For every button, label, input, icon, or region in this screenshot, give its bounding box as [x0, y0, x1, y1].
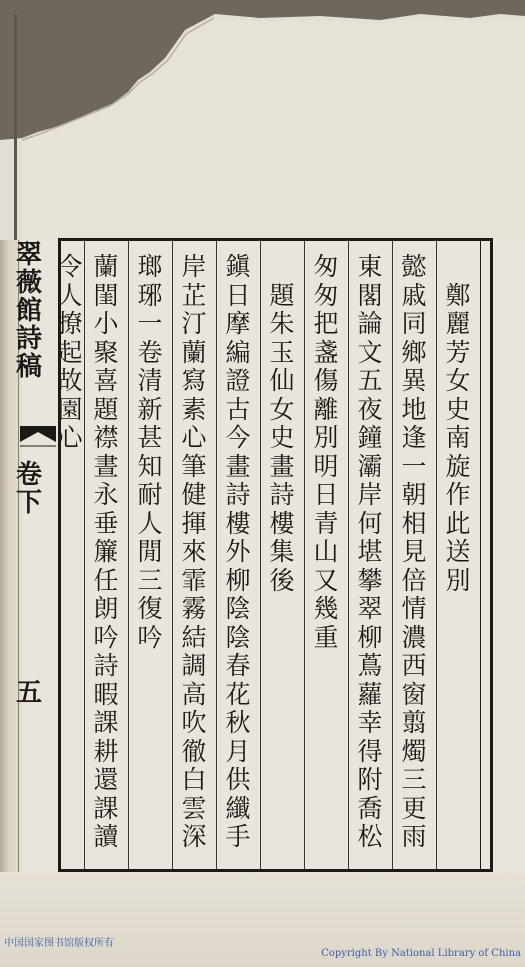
text-char: 吟 — [137, 622, 163, 652]
text-char: 芳 — [445, 337, 471, 367]
text-char: 見 — [401, 537, 427, 566]
text-char: 得 — [357, 736, 383, 766]
text-char: 外 — [225, 537, 251, 566]
text-char: 課 — [93, 708, 119, 737]
text-char: 高 — [181, 679, 207, 709]
text-char: 攀 — [357, 565, 383, 595]
text-char: 揮 — [181, 508, 207, 538]
text-char: 永 — [93, 480, 119, 509]
text-char: 起 — [57, 337, 83, 367]
text-column — [134, 254, 166, 653]
text-char: 玉 — [269, 337, 295, 367]
text-char: 逢 — [401, 423, 427, 452]
text-char: 深 — [181, 822, 207, 851]
text-char: 供 — [225, 765, 251, 794]
text-char: 懿 — [401, 252, 427, 281]
text-char: 五 — [357, 366, 383, 395]
text-char: 地 — [401, 394, 427, 424]
text-char: 盞 — [313, 337, 339, 367]
damaged-paper-top — [0, 0, 525, 240]
text-char: 一 — [401, 451, 427, 481]
text-char: 故 — [57, 366, 83, 395]
text-char: 喜 — [93, 366, 119, 395]
text-char: 知 — [137, 451, 163, 481]
text-char: 畫 — [269, 451, 295, 481]
text-char: 琊 — [137, 280, 163, 310]
text-char: 結 — [181, 622, 207, 652]
text-char: 題 — [93, 394, 119, 424]
text-char: 作 — [445, 480, 471, 509]
text-char: 女 — [445, 366, 471, 395]
text-char: 史 — [445, 394, 471, 424]
text-char: 朗 — [93, 594, 119, 623]
text-char: 別 — [313, 423, 339, 452]
text-char: 山 — [313, 537, 339, 566]
column-rule — [436, 241, 437, 869]
text-char: 陰 — [225, 622, 251, 652]
text-char: 堪 — [357, 537, 383, 566]
text-char: 樓 — [269, 508, 295, 538]
text-char: 柳 — [357, 622, 383, 652]
text-char: 手 — [225, 822, 251, 851]
text-char: 岸 — [357, 480, 383, 509]
text-char: 蘭 — [93, 252, 119, 281]
text-char: 把 — [313, 309, 339, 338]
text-char: 日 — [225, 280, 251, 310]
text-char: 瑯 — [137, 252, 163, 281]
text-char: 女 — [269, 394, 295, 424]
vertical-char: 館 — [15, 296, 42, 326]
text-char: 柳 — [225, 565, 251, 595]
text-char: 相 — [401, 508, 427, 538]
text-char: 雨 — [401, 822, 427, 851]
text-char: 甚 — [137, 423, 163, 452]
text-column — [310, 254, 342, 653]
text-char: 課 — [93, 793, 119, 823]
text-char: 復 — [137, 594, 163, 623]
vertical-char: 五 — [15, 678, 42, 708]
text-char: 雲 — [181, 793, 207, 823]
text-char: 送 — [445, 537, 471, 566]
text-char: 吹 — [181, 708, 207, 737]
text-char: 青 — [313, 508, 339, 538]
text-char: 西 — [401, 651, 427, 680]
text-char: 園 — [57, 394, 83, 424]
text-char: 匆 — [313, 280, 339, 310]
text-char: 此 — [445, 508, 471, 538]
text-char: 集 — [269, 537, 295, 566]
frame-bottom-rule — [58, 869, 493, 872]
text-char: 清 — [137, 366, 163, 395]
text-char: 芷 — [181, 280, 207, 310]
text-char: 幸 — [357, 708, 383, 737]
text-char: 耐 — [137, 480, 163, 509]
text-column — [178, 254, 210, 853]
text-char: 襟 — [93, 423, 119, 452]
text-char: 鄭 — [445, 280, 471, 310]
text-char: 卷 — [137, 337, 163, 367]
text-char: 後 — [269, 565, 295, 595]
text-char: 三 — [137, 565, 163, 595]
text-char: 吟 — [93, 622, 119, 652]
text-char: 陰 — [225, 594, 251, 623]
text-char: 松 — [357, 822, 383, 851]
text-char: 日 — [313, 480, 339, 509]
text-char: 仙 — [269, 366, 295, 395]
text-char: 寫 — [181, 366, 207, 395]
text-char: 更 — [401, 793, 427, 823]
column-rule — [304, 241, 305, 869]
text-char: 戚 — [401, 280, 427, 310]
column-rule — [348, 241, 349, 869]
text-char: 異 — [401, 366, 427, 395]
text-char: 心 — [181, 423, 207, 452]
text-char: 新 — [137, 394, 163, 424]
text-column — [90, 254, 122, 853]
text-char: 夜 — [357, 394, 383, 424]
text-char: 還 — [93, 765, 119, 794]
text-char: 麗 — [445, 309, 471, 338]
text-char: 聚 — [93, 337, 119, 367]
column-rule — [260, 241, 261, 869]
text-char: 匆 — [313, 252, 339, 281]
text-char: 離 — [313, 394, 339, 424]
text-char: 閒 — [137, 537, 163, 566]
column-rule — [172, 241, 173, 869]
text-char: 秋 — [225, 708, 251, 737]
text-char: 明 — [313, 451, 339, 481]
text-char: 窗 — [401, 679, 427, 709]
text-column — [266, 280, 298, 597]
text-char: 白 — [181, 765, 207, 794]
text-char: 一 — [137, 309, 163, 338]
text-char: 重 — [313, 622, 339, 652]
text-char: 素 — [181, 394, 207, 424]
vertical-char: 卷 — [15, 460, 42, 490]
text-char: 詩 — [269, 480, 295, 509]
text-char: 翦 — [401, 708, 427, 737]
text-char: 岸 — [181, 252, 207, 281]
text-char: 論 — [357, 309, 383, 338]
text-char: 倍 — [401, 565, 427, 595]
text-char: 人 — [137, 508, 163, 538]
text-char: 情 — [401, 594, 427, 623]
vertical-char: 下 — [15, 488, 42, 518]
book-title-vertical — [15, 242, 43, 382]
text-char: 詩 — [93, 651, 119, 680]
text-char: 傷 — [313, 366, 339, 395]
text-char: 蔦 — [357, 651, 383, 680]
text-char: 灞 — [357, 451, 383, 481]
vertical-char: 詩 — [15, 324, 42, 354]
text-char: 晝 — [93, 451, 119, 481]
text-char: 人 — [57, 280, 83, 310]
text-column — [222, 254, 254, 853]
text-char: 徹 — [181, 736, 207, 766]
column-rule — [392, 241, 393, 869]
text-char: 別 — [445, 565, 471, 595]
text-char: 健 — [181, 480, 207, 509]
text-char: 樓 — [225, 508, 251, 538]
text-char: 題 — [269, 280, 295, 310]
text-char: 讀 — [93, 822, 119, 851]
column-rule — [128, 241, 129, 869]
text-column — [54, 254, 86, 454]
frame-inner-rule — [480, 241, 481, 869]
text-char: 心 — [57, 423, 83, 452]
text-char: 霏 — [181, 565, 207, 595]
text-char: 翠 — [357, 594, 383, 623]
text-char: 燭 — [401, 736, 427, 766]
text-char: 又 — [313, 565, 339, 595]
text-char: 證 — [225, 366, 251, 395]
text-char: 閣 — [357, 280, 383, 310]
column-rule — [216, 241, 217, 869]
text-char: 朝 — [401, 480, 427, 509]
text-column — [442, 280, 474, 597]
text-column — [354, 254, 386, 853]
text-char: 詩 — [225, 480, 251, 509]
library-watermark-cn: 中国国家图书馆版权所有 — [4, 938, 114, 949]
text-char: 何 — [357, 508, 383, 538]
text-char: 垂 — [93, 508, 119, 538]
text-char: 濃 — [401, 622, 427, 652]
text-char: 春 — [225, 651, 251, 680]
text-char: 今 — [225, 423, 251, 452]
folio-number — [15, 680, 43, 708]
text-char: 喬 — [357, 793, 383, 823]
text-char: 東 — [357, 252, 383, 281]
text-char: 鄉 — [401, 337, 427, 367]
vertical-char: 翠 — [15, 240, 42, 270]
text-char: 蘿 — [357, 679, 383, 709]
text-char: 附 — [357, 765, 383, 794]
text-char: 幾 — [313, 594, 339, 623]
text-char: 鎭 — [225, 252, 251, 281]
vertical-char: 薇 — [15, 268, 42, 298]
text-char: 月 — [225, 736, 251, 766]
vertical-char: 稿 — [15, 352, 42, 382]
text-char: 蘭 — [181, 337, 207, 367]
text-char: 朱 — [269, 309, 295, 338]
library-watermark-en: Copyright By National Library of China — [321, 948, 521, 959]
text-char: 同 — [401, 309, 427, 338]
text-char: 撩 — [57, 309, 83, 338]
text-char: 閨 — [93, 280, 119, 310]
text-char: 汀 — [181, 309, 207, 338]
text-char: 摩 — [225, 309, 251, 338]
text-char: 調 — [181, 651, 207, 680]
text-char: 暇 — [93, 679, 119, 709]
text-char: 來 — [181, 537, 207, 566]
text-char: 耕 — [93, 736, 119, 766]
text-char: 畫 — [225, 451, 251, 481]
text-char: 花 — [225, 679, 251, 709]
text-char: 古 — [225, 394, 251, 424]
text-char: 任 — [93, 565, 119, 595]
text-char: 筆 — [181, 451, 207, 481]
text-char: 三 — [401, 765, 427, 794]
text-char: 鐘 — [357, 423, 383, 452]
text-char: 纖 — [225, 793, 251, 823]
text-char: 南 — [445, 423, 471, 452]
text-char: 史 — [269, 423, 295, 452]
juan-label-vertical — [15, 462, 43, 518]
text-char: 小 — [93, 309, 119, 338]
text-char: 令 — [57, 252, 83, 281]
text-char: 霧 — [181, 594, 207, 623]
text-char: 編 — [225, 337, 251, 367]
text-char: 旋 — [445, 451, 471, 481]
text-char: 簾 — [93, 537, 119, 566]
text-char: 文 — [357, 337, 383, 367]
text-column — [398, 254, 430, 853]
